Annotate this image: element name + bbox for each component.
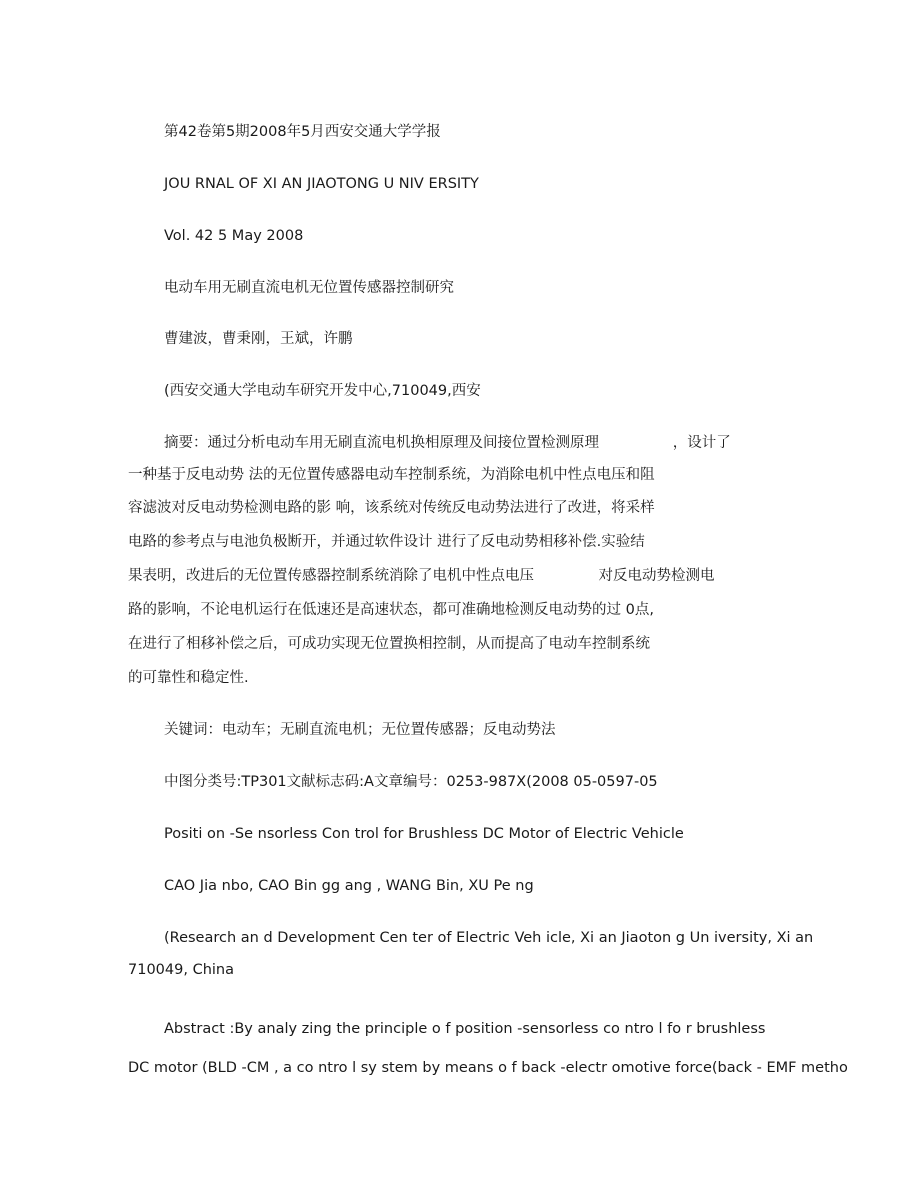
- abstract-cn-line: 容滤波对反电动势检测电路的影 响，该系统对传统反电动势法进行了改进，将采样: [128, 500, 655, 516]
- abstract-cn-line: 电路的参考点与电池负极断开，并通过软件设计 进行了反电动势相移补偿.实验结: [128, 534, 645, 550]
- affiliation-cn: (西安交通大学电动车研究开发中心,710049,西安: [164, 383, 481, 399]
- volume-info: Vol. 42 5 May 2008: [164, 228, 304, 244]
- abstract-cn-line: 的可靠性和稳定性.: [128, 670, 249, 686]
- journal-name-en: JOU RNAL OF XI AN JIAOTONG U NIV ERSITY: [164, 176, 479, 192]
- abstract-en-line: DC motor (BLD -CM , a co ntro l sy stem by means o f back -electr omotive force(back - EMF metho: [128, 1060, 848, 1076]
- abstract-cn-line: 摘要：通过分析电动车用无刷直流电机换相原理及间接位置检测原理 ，设计了: [164, 435, 731, 451]
- abstract-cn-line: 在进行了相移补偿之后，可成功实现无位置换相控制，从而提高了电动车控制系统: [128, 636, 650, 652]
- abstract-cn-line: 果表明，改进后的无位置传感器控制系统消除了电机中性点电压 对反电动势检测电: [128, 568, 715, 584]
- abstract-cn-line: 一种基于反电动势 法的无位置传感器电动车控制系统，为消除电机中性点电压和阻: [128, 467, 655, 483]
- authors-cn: 曹建波，曹秉刚，王斌，许鹏: [164, 331, 353, 347]
- paper-title-en: Positi on -Se nsorless Con trol for Brushless DC Motor of Electric Vehicle: [164, 826, 684, 842]
- affiliation-en-line: (Research an d Development Cen ter of Electric Veh icle, Xi an Jiaoton g Un iversity, Xi an: [164, 930, 814, 946]
- journal-issue-cn: 第42卷第5期2008年5月西安交通大学学报: [164, 124, 441, 140]
- paper-title-cn: 电动车用无刷直流电机无位置传感器控制研究: [164, 280, 454, 296]
- classification-code: 中图分类号:TP301文献标志码:A文章编号：0253-987X(2008 05-0597-05: [164, 774, 658, 790]
- abstract-en-line: Abstract :By analy zing the principle o f position -sensorless co ntro l fo r brushless: [164, 1021, 766, 1037]
- keywords-cn: 关键词：电动车；无刷直流电机；无位置传感器；反电动势法: [164, 722, 556, 738]
- authors-en: CAO Jia nbo, CAO Bin gg ang , WANG Bin, XU Pe ng: [164, 878, 534, 894]
- affiliation-en-line: 710049, China: [128, 962, 234, 978]
- abstract-cn-line: 路的影响，不论电机运行在低速还是高速状态，都可准确地检测反电动势的过 0点,: [128, 602, 654, 618]
